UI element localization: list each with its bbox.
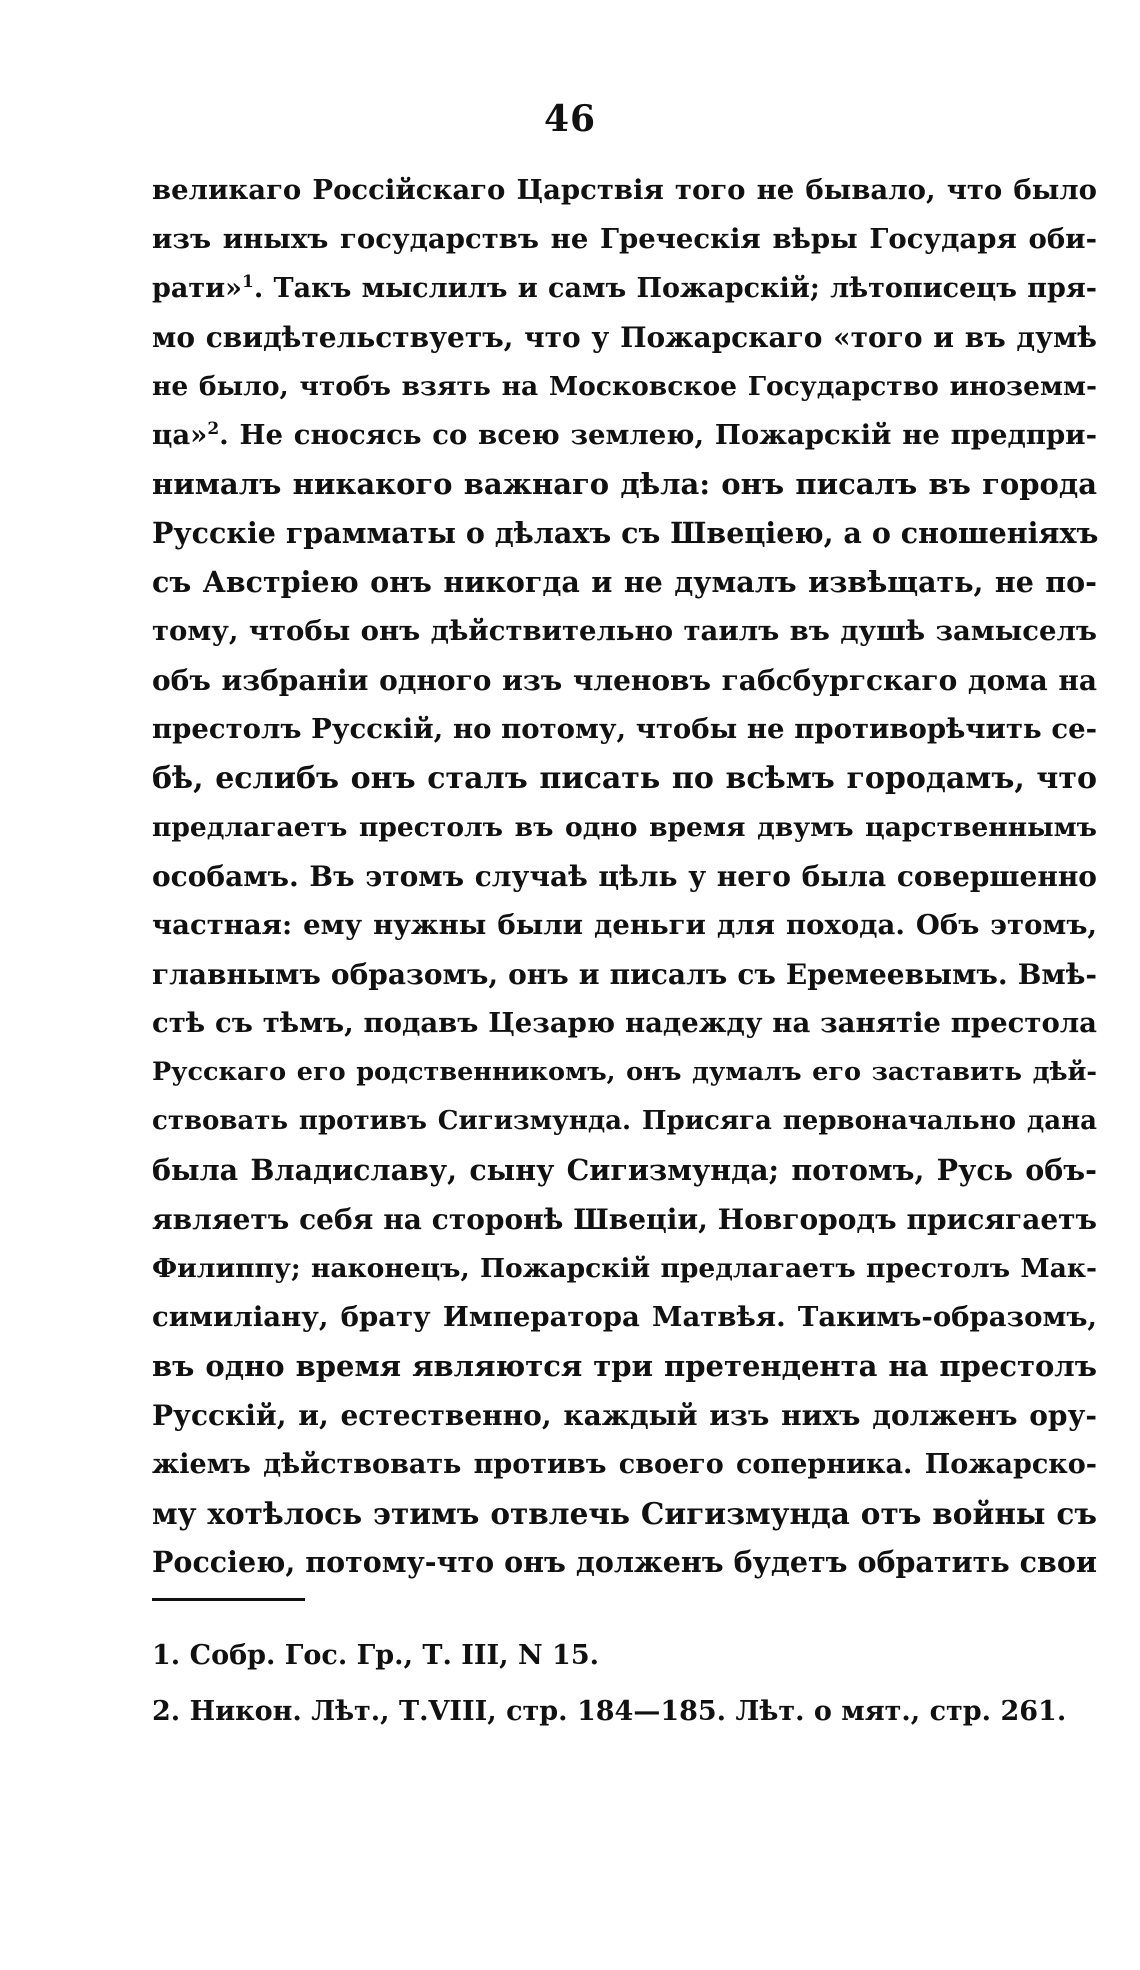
text-line: Русскаго его родственникомъ, онъ думалъ его заставить дѣй- [152, 1057, 1097, 1087]
text-line: Русскіе грамматы о дѣлахъ съ Швеціею, а о сношеніяхъ [152, 516, 1099, 550]
text-line: ствовать противъ Сигизмунда. Присяга первоначально дана [152, 1106, 1097, 1136]
text-line: великаго Россійскаго Царствія того не бывало, что было [152, 174, 1097, 206]
footnote-1: 1. Собр. Гос. Гр., Т. III, N 15. [152, 1640, 600, 1671]
text-line: му хотѣлось этимъ отвлечь Сигизмунда отъ войны съ [152, 1496, 1097, 1531]
text-line: не было, чтобъ взять на Московское Государство иноземм- [152, 371, 1097, 402]
text-line: была Владиславу, сыну Сигизмунда; потомъ, Русь объ- [152, 1153, 1097, 1187]
footnote-marker: 1 [242, 272, 254, 292]
text-line: симиліану, брату Императора Матвѣя. Такимъ-образомъ, [152, 1301, 1097, 1333]
text-line: объ избраніи одного изъ членовъ габсбургскаго дома на [152, 664, 1097, 697]
text-line: изъ иныхъ государствъ не Греческія вѣры Государя оби- [152, 223, 1097, 255]
text-line: тому, чтобы онъ дѣйствительно таилъ въ душѣ замыселъ [152, 615, 1097, 647]
text-line: жіемъ дѣйствовать противъ своего соперника. Пожарско- [152, 1449, 1097, 1480]
text-line: предлагаетъ престолъ въ одно время двумъ царственнымъ [152, 812, 1097, 843]
text-line: съ Австріею онъ никогда и не думалъ извѣщать, не по- [152, 565, 1097, 599]
footnote-marker: 2 [207, 418, 220, 439]
text-line: особамъ. Въ этомъ случаѣ цѣль у него была совершенно [152, 860, 1097, 893]
text-line: Русскій, и, естественно, каждый изъ нихъ долженъ ору- [152, 1399, 1097, 1432]
text-line: нималъ никакого важнаго дѣла: онъ писалъ въ города [152, 467, 1097, 501]
footnote-2: 2. Никон. Лѣт., Т.VIII, стр. 184—185. Лѣт. о мят., стр. 261. [152, 1696, 1067, 1727]
page-number: 46 [543, 98, 597, 140]
text-line: стѣ съ тѣмъ, подавъ Цезарю надежду на занятіе престола [152, 1007, 1097, 1039]
text-line: Россіею, потому-что онъ долженъ будетъ обратить свои [152, 1545, 1097, 1579]
text-line: престолъ Русскій, но потому, чтобы не противорѣчить се- [152, 713, 1097, 745]
text-line: частная: ему нужны были деньги для похода. Объ этомъ, [152, 909, 1097, 941]
text-line: въ одно время являются три претендента на престолъ [152, 1349, 1097, 1383]
text-line: главнымъ образомъ, онъ и писалъ съ Еремеевымъ. Вмѣ- [152, 958, 1097, 991]
body-text [152, 166, 1097, 1587]
text-line: бѣ, еслибъ онъ сталъ писать по всѣмъ городамъ, что [152, 761, 1097, 796]
text-line: рати»$^1$. Такъ мыслилъ и самъ Пожарскій; лѣтописецъ пря- [152, 272, 1097, 304]
footnote-separator [152, 1598, 305, 1601]
footnotes [152, 1628, 1067, 1740]
text-line: Филиппу; наконецъ, Пожарскій предлагаетъ престолъ Мак- [152, 1253, 1097, 1284]
text-line: мо свидѣтельствуетъ, что у Пожарскаго «того и въ думѣ [152, 321, 1097, 354]
text-line: ца»$^2$. Не сносясь со всею землею, Пожарскій не предпри- [152, 418, 1097, 451]
text-line: являетъ себя на сторонѣ Швеціи, Новгородъ присягаетъ [152, 1203, 1097, 1236]
